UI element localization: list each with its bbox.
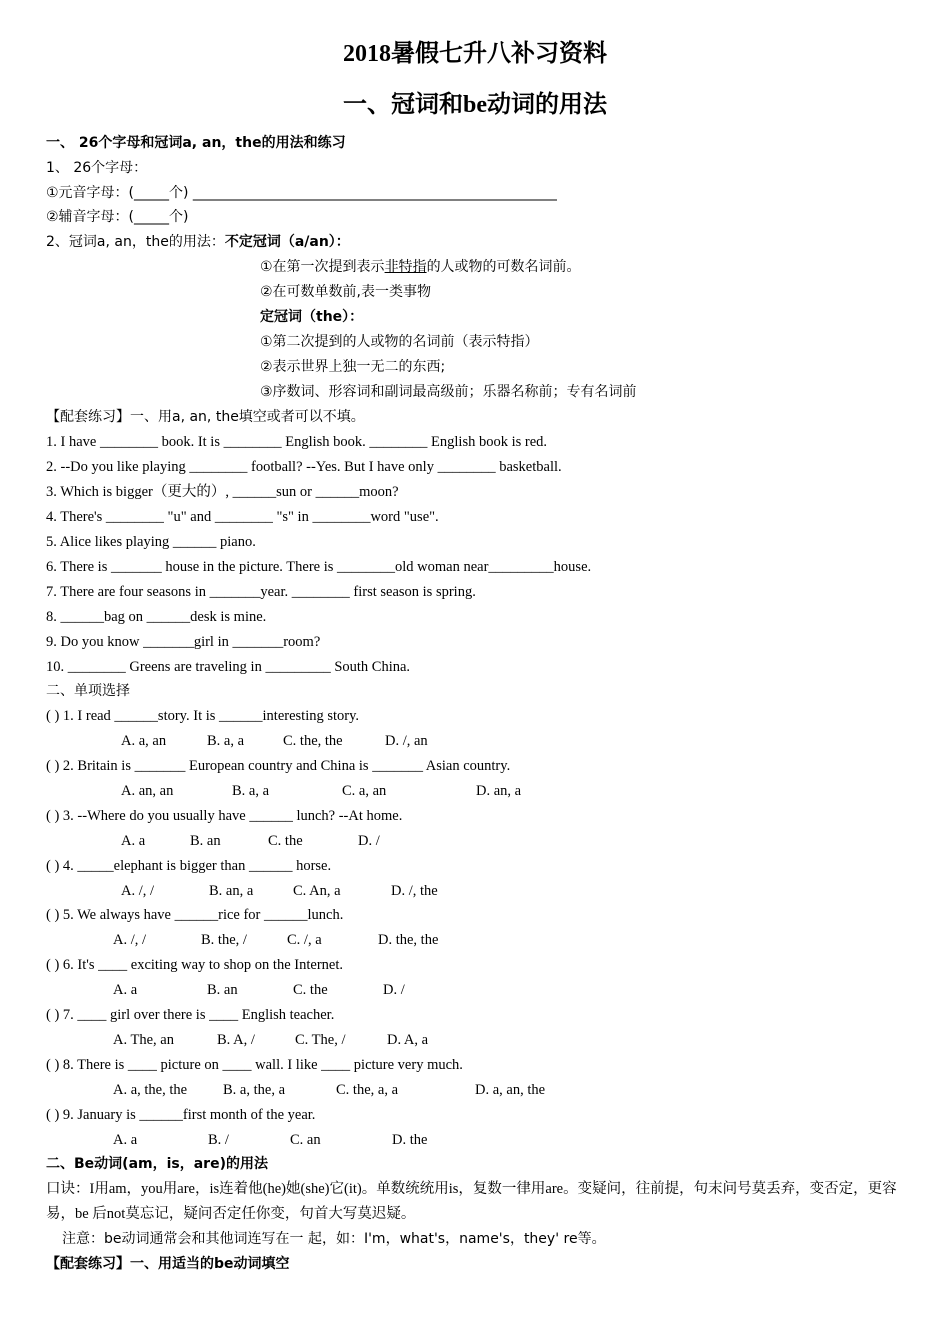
fill-blank-item: 2. --Do you like playing ________ football? --Yes. But I have only ________ basketball.	[46, 459, 562, 475]
choice-question: ( ) 3. --Where do you usually have ______ lunch? --At home.	[46, 808, 403, 824]
choice-option-d: D. /	[358, 833, 380, 849]
choice-option-c: C. the, a, a	[336, 1082, 399, 1098]
indefinite-rule-1-a: ①在第一次提到表示	[260, 259, 385, 275]
choice-option-c: C. the	[293, 982, 328, 998]
choice-question: ( ) 2. Britain is _______ European country and China is _______ Asian country.	[46, 758, 511, 774]
definite-article-heading: 定冠词（the）：	[260, 309, 364, 325]
choice-option-d: D. the	[392, 1132, 428, 1148]
vowel-line: ①元音字母：(_____个) ____________________________________________________	[46, 185, 557, 201]
choice-option-d: D. a, an, the	[475, 1082, 546, 1098]
article-usage-line	[46, 231, 350, 253]
choice-option-a: A. a, the, the	[113, 1082, 188, 1098]
choice-option-a: A. a	[113, 1132, 138, 1148]
choice-question: ( ) 1. I read ______story. It is ______interesting story.	[46, 708, 360, 724]
part1-heading: 一、 26个字母和冠词a, an，the的用法和练习	[46, 135, 346, 151]
indefinite-rule-1	[260, 256, 581, 278]
definite-rule-1: ①第二次提到的人或物的名词前（表示特指）	[260, 334, 539, 350]
definite-rule-2: ②表示世界上独一无二的东西;	[260, 359, 446, 375]
choice-option-d: D. the, the	[378, 932, 439, 948]
choice-option-b: B. a, the, a	[223, 1082, 286, 1098]
choice-option-b: B. a, a	[232, 783, 270, 799]
choice-option-a: A. /, /	[113, 932, 147, 948]
choice-option-b: B. an, a	[209, 883, 254, 899]
practice-heading: 【配套练习】一、用a, an, the填空或者可以不填。	[46, 409, 365, 425]
indefinite-article-heading: 不定冠词（a/an）：	[224, 234, 350, 250]
be-verb-rhyme: 口诀：I用am，you用are，is连着他(he)她(she)它(it)。单数统统用is，复数一律用are。变疑问，往前提，句末问号莫丢弃，变否定，更容易，be 后not莫忘记，疑问否定任你变，句首大写莫迟疑。	[46, 1181, 897, 1222]
indefinite-rule-1-underlined: 非特指	[384, 259, 427, 275]
choice-question: ( ) 9. January is ______first month of the year.	[46, 1107, 316, 1123]
fill-blank-item: 7. There are four seasons in _______year. ________ first season is spring.	[46, 584, 476, 600]
letters-heading: 1、 26个字母：	[46, 160, 148, 176]
choice-option-c: C. the, the	[283, 733, 343, 749]
choice-option-a: A. a	[113, 982, 138, 998]
choice-option-d: D. an, a	[476, 783, 522, 799]
be-verb-practice-heading: 【配套练习】一、用适当的be动词填空	[46, 1256, 290, 1272]
choice-option-d: D. /, the	[391, 883, 438, 899]
fill-blank-item: 1. I have ________ book. It is ________ English book. ________ English book is red.	[46, 434, 548, 450]
choice-question: ( ) 6. It's ____ exciting way to shop on the Internet.	[46, 957, 343, 973]
fill-blank-item: 9. Do you know _______girl in _______room?	[46, 634, 321, 650]
indefinite-rule-2: ②在可数单数前,表一类事物	[260, 284, 432, 300]
choice-question: ( ) 4. _____elephant is bigger than ______ horse.	[46, 858, 332, 874]
choice-option-d: D. /	[383, 982, 405, 998]
choice-question: ( ) 8. There is ____ picture on ____ wall. I like ____ picture very much.	[46, 1057, 463, 1073]
fill-blank-item: 6. There is _______ house in the picture. There is ________old woman near_________house.	[46, 559, 592, 575]
document-title: 2018暑假七升八补习资料	[343, 41, 607, 67]
choice-option-b: B. A, /	[217, 1032, 255, 1048]
choice-option-b: B. an	[190, 833, 221, 849]
choice-option-d: D. /, an	[385, 733, 428, 749]
multiple-choice-heading: 二、单项选择	[46, 683, 130, 699]
choice-option-a: A. a	[121, 833, 146, 849]
choice-option-b: B. a, a	[207, 733, 245, 749]
choice-option-a: A. an, an	[121, 783, 174, 799]
fill-blank-item: 4. There's ________ "u" and ________ "s" in ________word "use".	[46, 509, 439, 525]
fill-blank-item: 3. Which is bigger（更大的）, ______sun or ______moon?	[46, 484, 399, 500]
choice-option-c: C. An, a	[293, 883, 341, 899]
choice-question: ( ) 7. ____ girl over there is ____ English teacher.	[46, 1007, 335, 1023]
definite-rule-3: ③序数词、形容词和副词最高级前；乐器名称前；专有名词前	[260, 384, 637, 400]
fill-blank-item: 5. Alice likes playing ______ piano.	[46, 534, 256, 550]
fill-blank-item: 8. ______bag on ______desk is mine.	[46, 609, 267, 625]
choice-option-c: C. The, /	[295, 1032, 346, 1048]
indefinite-rule-1-b: 的人或物的可数名词前。	[426, 259, 581, 275]
choice-option-d: D. A, a	[387, 1032, 429, 1048]
choice-option-c: C. a, an	[342, 783, 387, 799]
choice-option-b: B. /	[208, 1132, 229, 1148]
consonant-line: ②辅音字母：(_____个)	[46, 209, 189, 225]
article-usage-prefix: 2、冠词a, an，the的用法：	[46, 234, 225, 250]
choice-option-c: C. an	[290, 1132, 321, 1148]
choice-option-c: C. the	[268, 833, 303, 849]
choice-option-c: C. /, a	[287, 932, 322, 948]
choice-option-a: A. a, an	[121, 733, 167, 749]
fill-blank-item: 10. ________ Greens are traveling in _________ South China.	[46, 659, 411, 675]
be-verb-note: 注意：be动词通常会和其他词连写在一 起，如：I'm，what's，name's，they' re等。	[62, 1231, 606, 1247]
choice-option-a: A. The, an	[113, 1032, 174, 1048]
be-verb-heading: 二、Be动词(am，is，are)的用法	[46, 1156, 268, 1172]
choice-option-b: B. an	[207, 982, 238, 998]
section-title: 一、冠词和be动词的用法	[343, 92, 607, 118]
choice-question: ( ) 5. We always have ______rice for ______lunch.	[46, 907, 344, 923]
choice-option-b: B. the, /	[201, 932, 247, 948]
choice-option-a: A. /, /	[121, 883, 155, 899]
